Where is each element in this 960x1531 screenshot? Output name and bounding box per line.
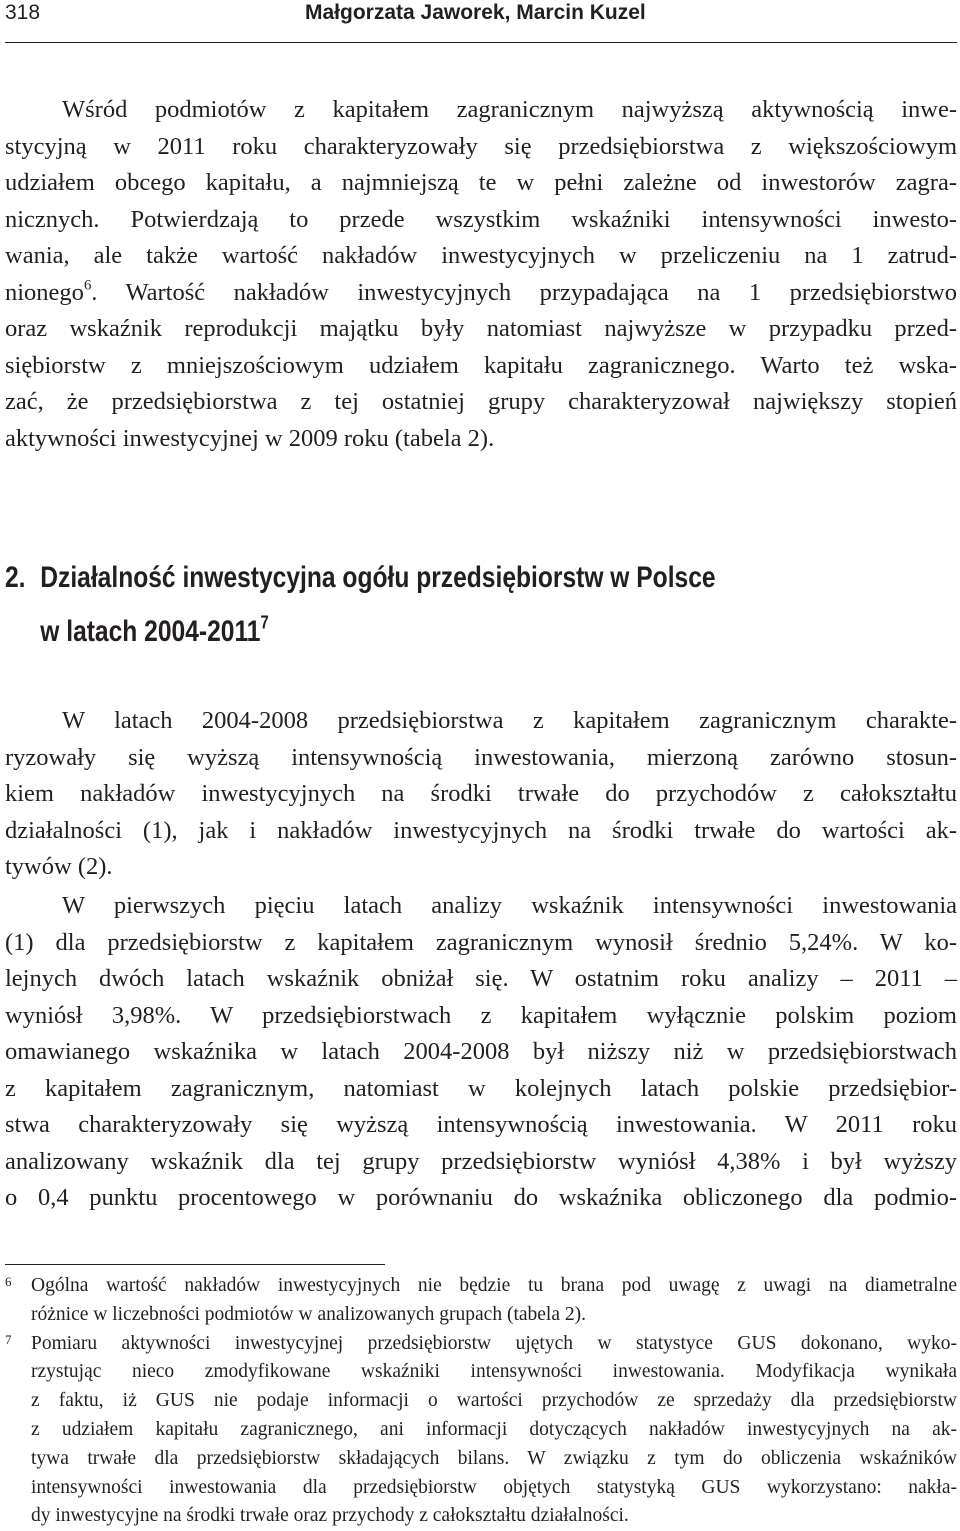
- text-line: siębiorstw z mniejszościowym udziałem kapitału zagranicznego. Warto też wska-: [5, 351, 957, 379]
- text-line: analizowany wskaźnik dla tej grupy przedsiębiorstw wyniósł 4,38% i był wyższy: [5, 1147, 957, 1175]
- text-line: z kapitałem zagranicznym, natomiast w kolejnych latach polskie przedsiębior-: [5, 1074, 957, 1102]
- footnote-line: intensywności inwestowania dla przedsiębiorstw objętych statystyką GUS wykorzystano: nakła-: [31, 1476, 957, 1498]
- text-line: kiem nakładów inwestycyjnych na środki trwałe do przychodów z całokształtu: [5, 780, 957, 807]
- footnote-separator: [5, 1264, 385, 1265]
- text-line: wania, ale także wartość nakładów inwestycyjnych w przeliczeniu na 1 zatrud-: [5, 242, 957, 269]
- text-line: oraz wskaźnik reprodukcji majątku były natomiast najwyższe w przypadku przed-: [5, 315, 957, 342]
- footnote-line: z udziałem kapitału zagranicznego, ani informacji dotyczących nakładów inwestycyjnych na ak-: [31, 1418, 957, 1440]
- heading-line: [5, 551, 786, 605]
- paragraph-2: [5, 703, 957, 886]
- footnote-line: dy inwestycyjne na środki trwałe oraz przychody z całokształtu działalności.: [31, 1505, 629, 1527]
- heading-text: w latach 2004-2011: [40, 615, 261, 648]
- header-rule: [5, 42, 957, 43]
- footnote-ref-7[interactable]: 7: [260, 612, 269, 633]
- footnote-line: różnice w liczebności podmiotów w analizowanych grupach (tabela 2).: [31, 1303, 586, 1325]
- paragraph-1: [5, 92, 957, 457]
- paragraph-3: [5, 888, 957, 1217]
- text-line: zać, że przedsiębiorstwa z tej ostatniej grupy charakteryzował największy stopień: [5, 388, 957, 415]
- running-head-authors: Małgorzata Jaworek, Marcin Kuzel: [305, 1, 646, 24]
- page-header: [0, 0, 960, 28]
- text-line: omawianego wskaźnika w latach 2004-2008 był niższy niż w przedsiębiorstwach: [5, 1038, 957, 1065]
- text-line: ryzowały się wyższą intensywnością inwestowania, mierzoną zarówno stosun-: [5, 743, 957, 771]
- page-number: 318: [5, 1, 41, 24]
- text-line: [5, 275, 957, 312]
- section-heading: [5, 551, 786, 659]
- heading-text: Działalność inwestycyjna ogółu przedsiębiorstw w Polsce: [40, 561, 716, 594]
- footnote-ref-6[interactable]: 6: [83, 277, 92, 294]
- text-fragment: . Wartość nakładów inwestycyjnych przypadająca na 1 przedsiębiorstwo: [91, 278, 957, 306]
- text-fragment: nionego: [5, 278, 84, 306]
- footnote-line: Ogólna wartość nakładów inwestycyjnych nie będzie tu brana pod uwagę z uwagi na diametralne: [31, 1275, 957, 1296]
- footnote-line: tywa trwałe dla przedsiębiorstw składających bilans. W związku z tym do obliczenia wskaźników: [31, 1447, 957, 1469]
- heading-line: [5, 605, 786, 659]
- text-line: W pierwszych pięciu latach analizy wskaźnik intensywności inwestowania: [62, 892, 957, 919]
- text-line: nicznych. Potwierdzają to przede wszystkim wskaźniki intensywności inwesto-: [5, 205, 957, 233]
- text-line: udziałem obcego kapitału, a najmniejszą te w pełni zależne od inwestorów zagra-: [5, 169, 957, 196]
- text-line: Wśród podmiotów z kapitałem zagranicznym najwyższą aktywnością inwe-: [62, 96, 957, 123]
- footnote-line: Pomiaru aktywności inwestycyjnej przedsiębiorstw ujętych w statystyce GUS dokonano, wyko-: [31, 1332, 957, 1354]
- footnote-line: z faktu, iż GUS nie podaje informacji o wartości przychodów ze sprzedaży dla przedsiębiorstw: [31, 1390, 957, 1412]
- text-line: stycyjną w 2011 roku charakteryzowały się przedsiębiorstwa z większościowym: [5, 132, 957, 160]
- text-line: o 0,4 punktu procentowego w porównaniu do wskaźnika obliczonego dla podmio-: [5, 1184, 957, 1211]
- text-line: W latach 2004-2008 przedsiębiorstwa z kapitałem zagranicznym charakte-: [62, 707, 957, 734]
- footnote-6: [5, 1272, 957, 1330]
- footnote-mark: 7: [5, 1331, 12, 1347]
- text-line: działalności (1), jak i nakładów inwestycyjnych na środki trwałe do wartości ak-: [5, 816, 957, 844]
- text-line: (1) dla przedsiębiorstw z kapitałem zagranicznym wynosił średnio 5,24%. W ko-: [5, 928, 957, 956]
- footnote-7: [5, 1330, 957, 1531]
- text-line: wyniósł 3,98%. W przedsiębiorstwach z kapitałem wyłącznie polskim poziom: [5, 1001, 957, 1029]
- footnotes: [5, 1272, 957, 1531]
- text-line: stwa charakteryzowały się wyższą intensywnością inwestowania. W 2011 roku: [5, 1111, 957, 1138]
- section-number: 2.: [5, 561, 26, 594]
- text-line: aktywności inwestycyjnej w 2009 roku (tabela 2).: [5, 424, 495, 452]
- text-line: lejnych dwóch latach wskaźnik obniżał się. W ostatnim roku analizy – 2011 –: [5, 965, 957, 992]
- footnote-mark: 6: [5, 1274, 12, 1289]
- footnote-line: rzystując nieco zmodyfikowane wskaźniki intensywności inwestowania. Modyfikacja wynikała: [31, 1361, 957, 1383]
- text-line: tywów (2).: [5, 853, 113, 880]
